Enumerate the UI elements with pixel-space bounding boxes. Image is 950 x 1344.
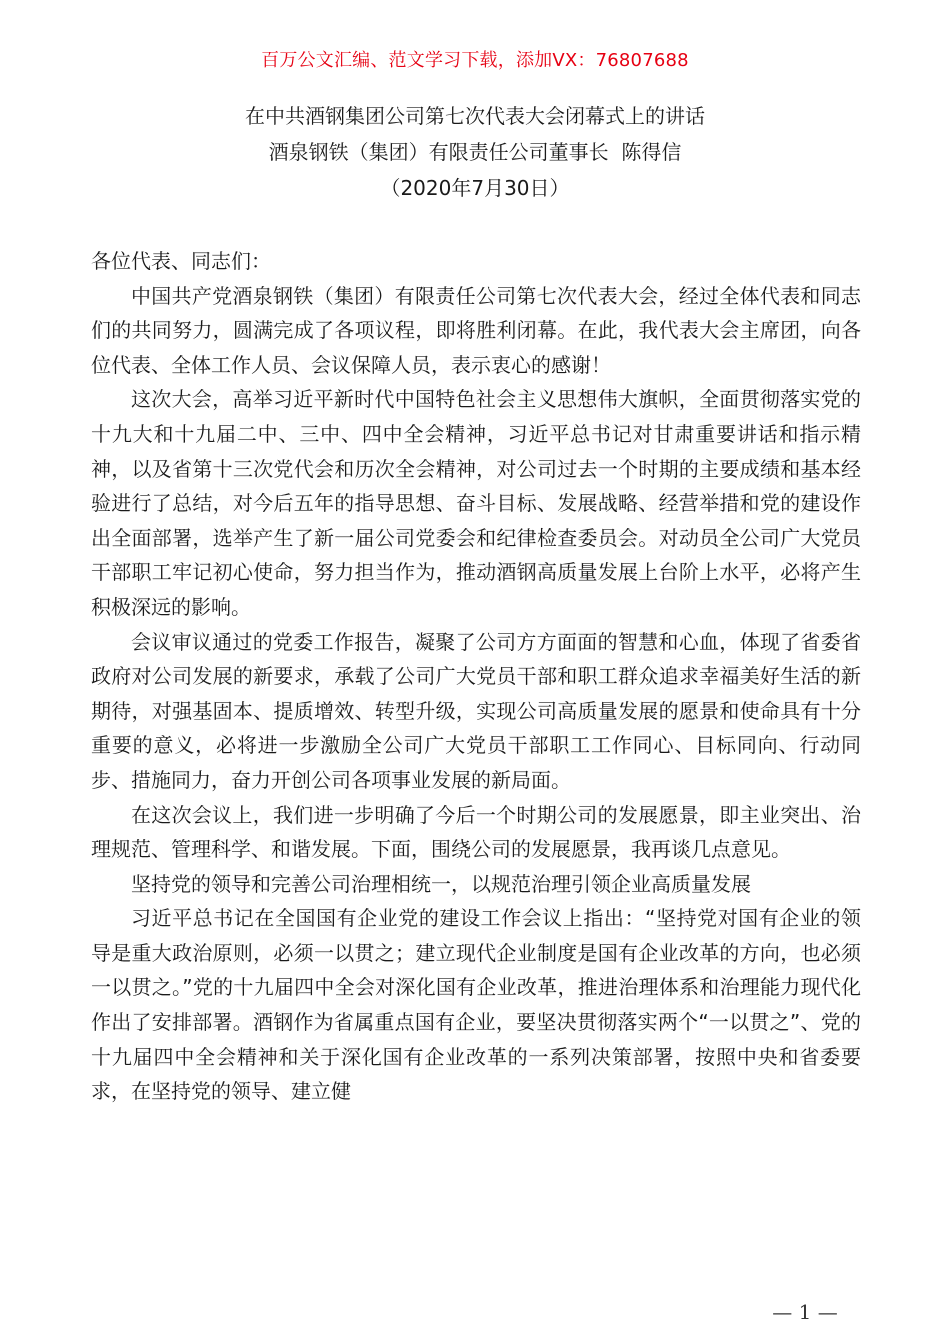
speech-title: 在中共酒钢集团公司第七次代表大会闭幕式上的讲话 — [245, 104, 705, 128]
page-number: — 1 — — [772, 1300, 838, 1324]
document-body — [91, 244, 861, 1109]
speech-date: （2020年7月30日） — [380, 176, 570, 200]
title-block — [0, 98, 950, 206]
paragraph: 这次大会，高举习近平新时代中国特色社会主义思想伟大旗帜，全面贯彻落实党的十九大和十九届二中、三中、四中全会精神，习近平总书记对甘肃重要讲话和指示精神，以及省第十三次党代会和历次全会精神，对公司过去一个时期的主要成绩和基本经验进行了总结，对今后五年的指导思想、奋斗目标、发展战略、经营举措和党的建设作出全面部署，选举产生了新一届公司党委会和纪律检查委员会。对动员全公司广大党员干部职工牢记初心使命，努力担当作为，推动酒钢高质量发展上台阶上水平，必将产生积极深远的影响。 — [91, 387, 861, 619]
speaker-line: 酒泉钢铁（集团）有限责任公司董事长 陈得信 — [268, 140, 682, 164]
paragraph: 在这次会议上，我们进一步明确了今后一个时期公司的发展愿景，即主业突出、治理规范、管理科学、和谐发展。下面，围绕公司的发展愿景，我再谈几点意见。 — [91, 802, 861, 862]
promo-banner: 百万公文汇编、范文学习下载，添加VX：76807688 — [261, 50, 689, 71]
paragraph: 中国共产党酒泉钢铁（集团）有限责任公司第七次代表大会，经过全体代表和同志们的共同努力，圆满完成了各项议程，即将胜利闭幕。在此，我代表大会主席团，向各位代表、全体工作人员、会议保障人员，表示衷心的感谢！ — [91, 283, 861, 377]
salutation: 各位代表、同志们： — [91, 249, 271, 273]
section-heading: 坚持党的领导和完善公司治理相统一，以规范治理引领企业高质量发展 — [131, 871, 751, 896]
paragraph: 会议审议通过的党委工作报告，凝聚了公司方方面面的智慧和心血，体现了省委省政府对公司发展的新要求，承载了公司广大党员干部和职工群众追求幸福美好生活的新期待，对强基固本、提质增效、转型升级，实现公司高质量发展的愿景和使命具有十分重要的意义，必将进一步激励全公司广大党员干部职工工作同心、目标同向、行动同步、措施同力，奋力开创公司各项事业发展的新局面。 — [91, 629, 861, 792]
paragraph: 习近平总书记在全国国有企业党的建设工作会议上指出：“坚持党对国有企业的领导是重大政治原则，必须一以贯之；建立现代企业制度是国有企业改革的方向，也必须一以贯之。”党的十九届四中全会对深化国有企业改革，推进治理体系和治理能力现代化作出了安排部署。酒钢作为省属重点国有企业，要坚决贯彻落实两个“一以贯之”、党的十九届四中全会精神和关于深化国有企业改革的一系列决策部署，按照中央和省委要求，在坚持党的领导、建立健 — [91, 906, 861, 1104]
